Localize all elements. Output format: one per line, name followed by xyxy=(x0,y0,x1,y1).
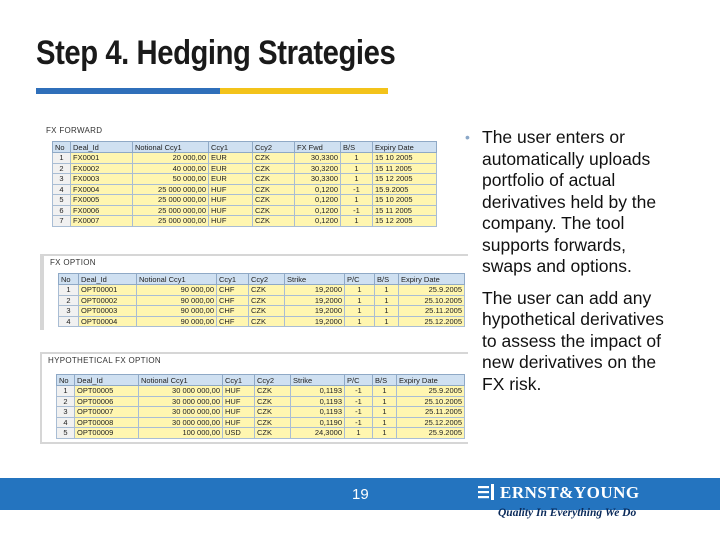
table-cell[interactable]: OPT00006 xyxy=(75,396,139,407)
title-underline-blue xyxy=(36,88,220,94)
table-cell: 0,1200 xyxy=(295,205,341,216)
col-header: Notional Ccy1 xyxy=(139,375,223,386)
bullet-list xyxy=(460,127,680,405)
table-cell: CZK xyxy=(253,184,295,195)
fx-option-title: FX OPTION xyxy=(50,258,96,267)
table-cell[interactable]: OPT00008 xyxy=(75,417,139,428)
table-row xyxy=(53,195,437,206)
table-cell: 25 000 000,00 xyxy=(133,205,209,216)
table-cell[interactable]: -1 xyxy=(345,386,373,397)
col-header: Notional Ccy1 xyxy=(137,274,217,285)
table-cell: 15.9.2005 xyxy=(373,184,437,195)
table-cell: 0,1200 xyxy=(295,184,341,195)
table-cell: CZK xyxy=(253,195,295,206)
table-cell: 1 xyxy=(345,295,375,306)
table-cell: 90 000,00 xyxy=(137,306,217,317)
table-cell: OPT00001 xyxy=(79,285,137,296)
table-cell[interactable]: 30 000 000,00 xyxy=(139,407,223,418)
table-cell: 15 10 2005 xyxy=(373,195,437,206)
table-row[interactable] xyxy=(57,417,465,428)
fx-forward-table xyxy=(52,141,437,227)
table-cell: 1 xyxy=(375,316,399,327)
table-cell[interactable]: 0,1193 xyxy=(291,396,345,407)
table-cell: 0,1200 xyxy=(295,216,341,227)
fx-option-sheet xyxy=(44,256,468,330)
table-cell: 1 xyxy=(341,174,373,185)
table-cell[interactable]: 0,1193 xyxy=(291,407,345,418)
table-cell: 25.10.2005 xyxy=(399,295,465,306)
fx-option-table xyxy=(58,273,465,327)
table-cell[interactable]: 1 xyxy=(373,428,397,439)
table-row xyxy=(59,285,465,296)
table-cell: 30,3300 xyxy=(295,174,341,185)
bullet-item xyxy=(460,127,680,278)
table-row[interactable] xyxy=(57,407,465,418)
col-header: Expiry Date xyxy=(397,375,465,386)
table-row xyxy=(53,153,437,164)
hypothetical-option-table[interactable] xyxy=(56,374,465,439)
table-cell: 1 xyxy=(341,163,373,174)
col-header: Ccy1 xyxy=(209,142,253,153)
table-cell: FX0002 xyxy=(71,163,133,174)
table-cell[interactable]: 4 xyxy=(57,417,75,428)
table-cell: 2 xyxy=(53,163,71,174)
table-cell: 1 xyxy=(341,153,373,164)
bullet-dot-icon: • xyxy=(465,129,470,145)
table-cell: 90 000,00 xyxy=(137,285,217,296)
table-cell: HUF xyxy=(209,205,253,216)
hypothetical-option-title: HYPOTHETICAL FX OPTION xyxy=(48,356,161,365)
table-cell[interactable]: 0,1193 xyxy=(291,386,345,397)
table-cell: CZK xyxy=(253,174,295,185)
table-cell[interactable]: 1 xyxy=(373,407,397,418)
table-row[interactable] xyxy=(57,428,465,439)
table-cell: 4 xyxy=(53,184,71,195)
table-cell: CZK xyxy=(253,205,295,216)
table-cell[interactable]: 0,1190 xyxy=(291,417,345,428)
col-header: FX Fwd xyxy=(295,142,341,153)
table-cell: 1 xyxy=(341,216,373,227)
table-row[interactable] xyxy=(57,396,465,407)
table-cell: CZK xyxy=(249,295,285,306)
table-cell[interactable]: -1 xyxy=(345,407,373,418)
table-cell: 7 xyxy=(53,216,71,227)
table-cell: 90 000,00 xyxy=(137,316,217,327)
table-cell[interactable]: 3 xyxy=(57,407,75,418)
col-header: Expiry Date xyxy=(399,274,465,285)
table-cell: 1 xyxy=(345,285,375,296)
table-cell: 25 000 000,00 xyxy=(133,195,209,206)
table-cell: CZK xyxy=(249,316,285,327)
table-cell[interactable]: HUF xyxy=(223,386,255,397)
table-cell[interactable]: 2 xyxy=(57,396,75,407)
table-cell: 1 xyxy=(345,316,375,327)
title-underline-gold xyxy=(220,88,388,94)
table-cell: CZK xyxy=(253,216,295,227)
col-header: Ccy1 xyxy=(217,274,249,285)
col-header: Ccy2 xyxy=(249,274,285,285)
page-number: 19 xyxy=(352,486,369,503)
table-cell: 1 xyxy=(345,306,375,317)
table-cell: 40 000,00 xyxy=(133,163,209,174)
col-header: Ccy2 xyxy=(255,375,291,386)
table-row xyxy=(59,295,465,306)
logo-text: ERNST&YOUNG xyxy=(500,483,640,502)
col-header: P/C xyxy=(345,375,373,386)
col-header: Ccy2 xyxy=(253,142,295,153)
table-cell[interactable]: OPT00009 xyxy=(75,428,139,439)
bullet-text: The user enters or automatically uploads portfolio of actual derivatives held by the company. The tool supports forwards, swaps and options. xyxy=(482,127,657,276)
table-cell: FX0004 xyxy=(71,184,133,195)
col-header: Expiry Date xyxy=(373,142,437,153)
col-header: Strike xyxy=(291,375,345,386)
table-cell: HUF xyxy=(209,195,253,206)
table-cell: 50 000,00 xyxy=(133,174,209,185)
table-cell[interactable]: 24,3000 xyxy=(291,428,345,439)
table-cell[interactable]: CZK xyxy=(255,417,291,428)
brand-tagline: Quality In Everything We Do xyxy=(498,507,637,519)
table-cell[interactable]: -1 xyxy=(345,417,373,428)
table-cell: 3 xyxy=(53,174,71,185)
table-cell: CZK xyxy=(249,285,285,296)
table-cell: 2 xyxy=(59,295,79,306)
table-cell: 5 xyxy=(53,195,71,206)
table-cell: FX0005 xyxy=(71,195,133,206)
table-cell[interactable]: OPT00005 xyxy=(75,386,139,397)
table-cell: CZK xyxy=(253,163,295,174)
table-cell: 15 12 2005 xyxy=(373,174,437,185)
bullet-item xyxy=(460,288,680,396)
table-cell: 25.9.2005 xyxy=(399,285,465,296)
table-cell[interactable]: HUF xyxy=(223,407,255,418)
table-cell[interactable]: 30 000 000,00 xyxy=(139,396,223,407)
col-header: B/S xyxy=(341,142,373,153)
table-cell: 1 xyxy=(375,306,399,317)
col-header: Ccy1 xyxy=(223,375,255,386)
table-cell[interactable]: -1 xyxy=(345,396,373,407)
table-cell: 19,2000 xyxy=(285,316,345,327)
table-cell: -1 xyxy=(341,205,373,216)
col-header: Deal_Id xyxy=(71,142,133,153)
table-cell: 6 xyxy=(53,205,71,216)
table-cell[interactable]: 5 xyxy=(57,428,75,439)
table-cell: 15 11 2005 xyxy=(373,205,437,216)
col-header: P/C xyxy=(345,274,375,285)
table-cell: 25 000 000,00 xyxy=(133,216,209,227)
table-cell: 25 000 000,00 xyxy=(133,184,209,195)
table-cell: CHF xyxy=(217,306,249,317)
table-cell: FX0007 xyxy=(71,216,133,227)
table-cell: 30,3200 xyxy=(295,163,341,174)
logo-bars-icon xyxy=(478,484,496,504)
table-cell: 1 xyxy=(375,295,399,306)
table-cell[interactable]: 1 xyxy=(57,386,75,397)
table-cell: 1 xyxy=(53,153,71,164)
table-cell: FX0006 xyxy=(71,205,133,216)
table-cell: HUF xyxy=(209,216,253,227)
table-cell: FX0001 xyxy=(71,153,133,164)
table-cell[interactable]: CZK xyxy=(255,407,291,418)
table-cell[interactable]: 1 xyxy=(373,396,397,407)
table-cell[interactable]: 25.9.2005 xyxy=(397,386,465,397)
table-cell: 15 12 2005 xyxy=(373,216,437,227)
slide-title: Step 4. Hedging Strategies xyxy=(36,34,396,72)
table-cell[interactable]: 30 000 000,00 xyxy=(139,386,223,397)
table-row xyxy=(59,306,465,317)
table-cell[interactable]: HUF xyxy=(223,396,255,407)
table-row xyxy=(53,184,437,195)
table-cell[interactable]: 1 xyxy=(373,417,397,428)
table-cell: 19,2000 xyxy=(285,285,345,296)
col-header: No xyxy=(59,274,79,285)
col-header: No xyxy=(57,375,75,386)
col-header: Notional Ccy1 xyxy=(133,142,209,153)
col-header: Strike xyxy=(285,274,345,285)
table-cell: 4 xyxy=(59,316,79,327)
table-cell: -1 xyxy=(341,184,373,195)
table-cell[interactable]: 25.12.2005 xyxy=(397,417,465,428)
table-cell[interactable]: 100 000,00 xyxy=(139,428,223,439)
table-cell[interactable]: 25.10.2005 xyxy=(397,396,465,407)
table-cell[interactable]: 25.11.2005 xyxy=(397,407,465,418)
table-cell: 19,2000 xyxy=(285,295,345,306)
table-row xyxy=(59,316,465,327)
table-cell: CHF xyxy=(217,316,249,327)
table-cell[interactable]: CZK xyxy=(255,396,291,407)
table-cell: CZK xyxy=(249,306,285,317)
table-cell: 1 xyxy=(375,285,399,296)
table-cell[interactable]: CZK xyxy=(255,386,291,397)
fx-forward-sheet xyxy=(40,124,440,230)
table-cell[interactable]: OPT00007 xyxy=(75,407,139,418)
table-row xyxy=(53,205,437,216)
table-cell[interactable]: USD xyxy=(223,428,255,439)
table-cell[interactable]: 1 xyxy=(373,386,397,397)
hypothetical-option-sheet xyxy=(42,354,468,442)
table-cell: 25.11.2005 xyxy=(399,306,465,317)
col-header: B/S xyxy=(375,274,399,285)
table-cell: CHF xyxy=(217,295,249,306)
table-cell: FX0003 xyxy=(71,174,133,185)
table-cell: 1 xyxy=(59,285,79,296)
table-cell: EUR xyxy=(209,163,253,174)
table-cell: 1 xyxy=(341,195,373,206)
table-row xyxy=(53,174,437,185)
table-cell: HUF xyxy=(209,184,253,195)
table-row[interactable] xyxy=(57,386,465,397)
table-cell: CZK xyxy=(253,153,295,164)
table-cell: OPT00004 xyxy=(79,316,137,327)
table-cell[interactable]: HUF xyxy=(223,417,255,428)
table-cell[interactable]: CZK xyxy=(255,428,291,439)
table-cell[interactable]: 1 xyxy=(345,428,373,439)
table-cell: 0,1200 xyxy=(295,195,341,206)
table-cell: 15 10 2005 xyxy=(373,153,437,164)
table-cell[interactable]: 25.9.2005 xyxy=(397,428,465,439)
col-header: Deal_Id xyxy=(75,375,139,386)
table-cell: EUR xyxy=(209,174,253,185)
table-cell: 90 000,00 xyxy=(137,295,217,306)
table-cell: 30,3300 xyxy=(295,153,341,164)
table-cell: 19,2000 xyxy=(285,306,345,317)
fx-forward-title: FX FORWARD xyxy=(46,126,103,135)
table-cell: OPT00003 xyxy=(79,306,137,317)
table-cell: OPT00002 xyxy=(79,295,137,306)
col-header: Deal_Id xyxy=(79,274,137,285)
table-cell[interactable]: 30 000 000,00 xyxy=(139,417,223,428)
col-header: B/S xyxy=(373,375,397,386)
bullet-text: The user can add any hypothetical derivatives to assess the impact of new derivatives on the FX risk. xyxy=(482,287,664,394)
table-cell: EUR xyxy=(209,153,253,164)
table-row xyxy=(53,216,437,227)
col-header: No xyxy=(53,142,71,153)
table-cell: 15 11 2005 xyxy=(373,163,437,174)
table-row xyxy=(53,163,437,174)
table-cell: 20 000,00 xyxy=(133,153,209,164)
table-cell: CHF xyxy=(217,285,249,296)
table-cell: 3 xyxy=(59,306,79,317)
table-cell: 25.12.2005 xyxy=(399,316,465,327)
